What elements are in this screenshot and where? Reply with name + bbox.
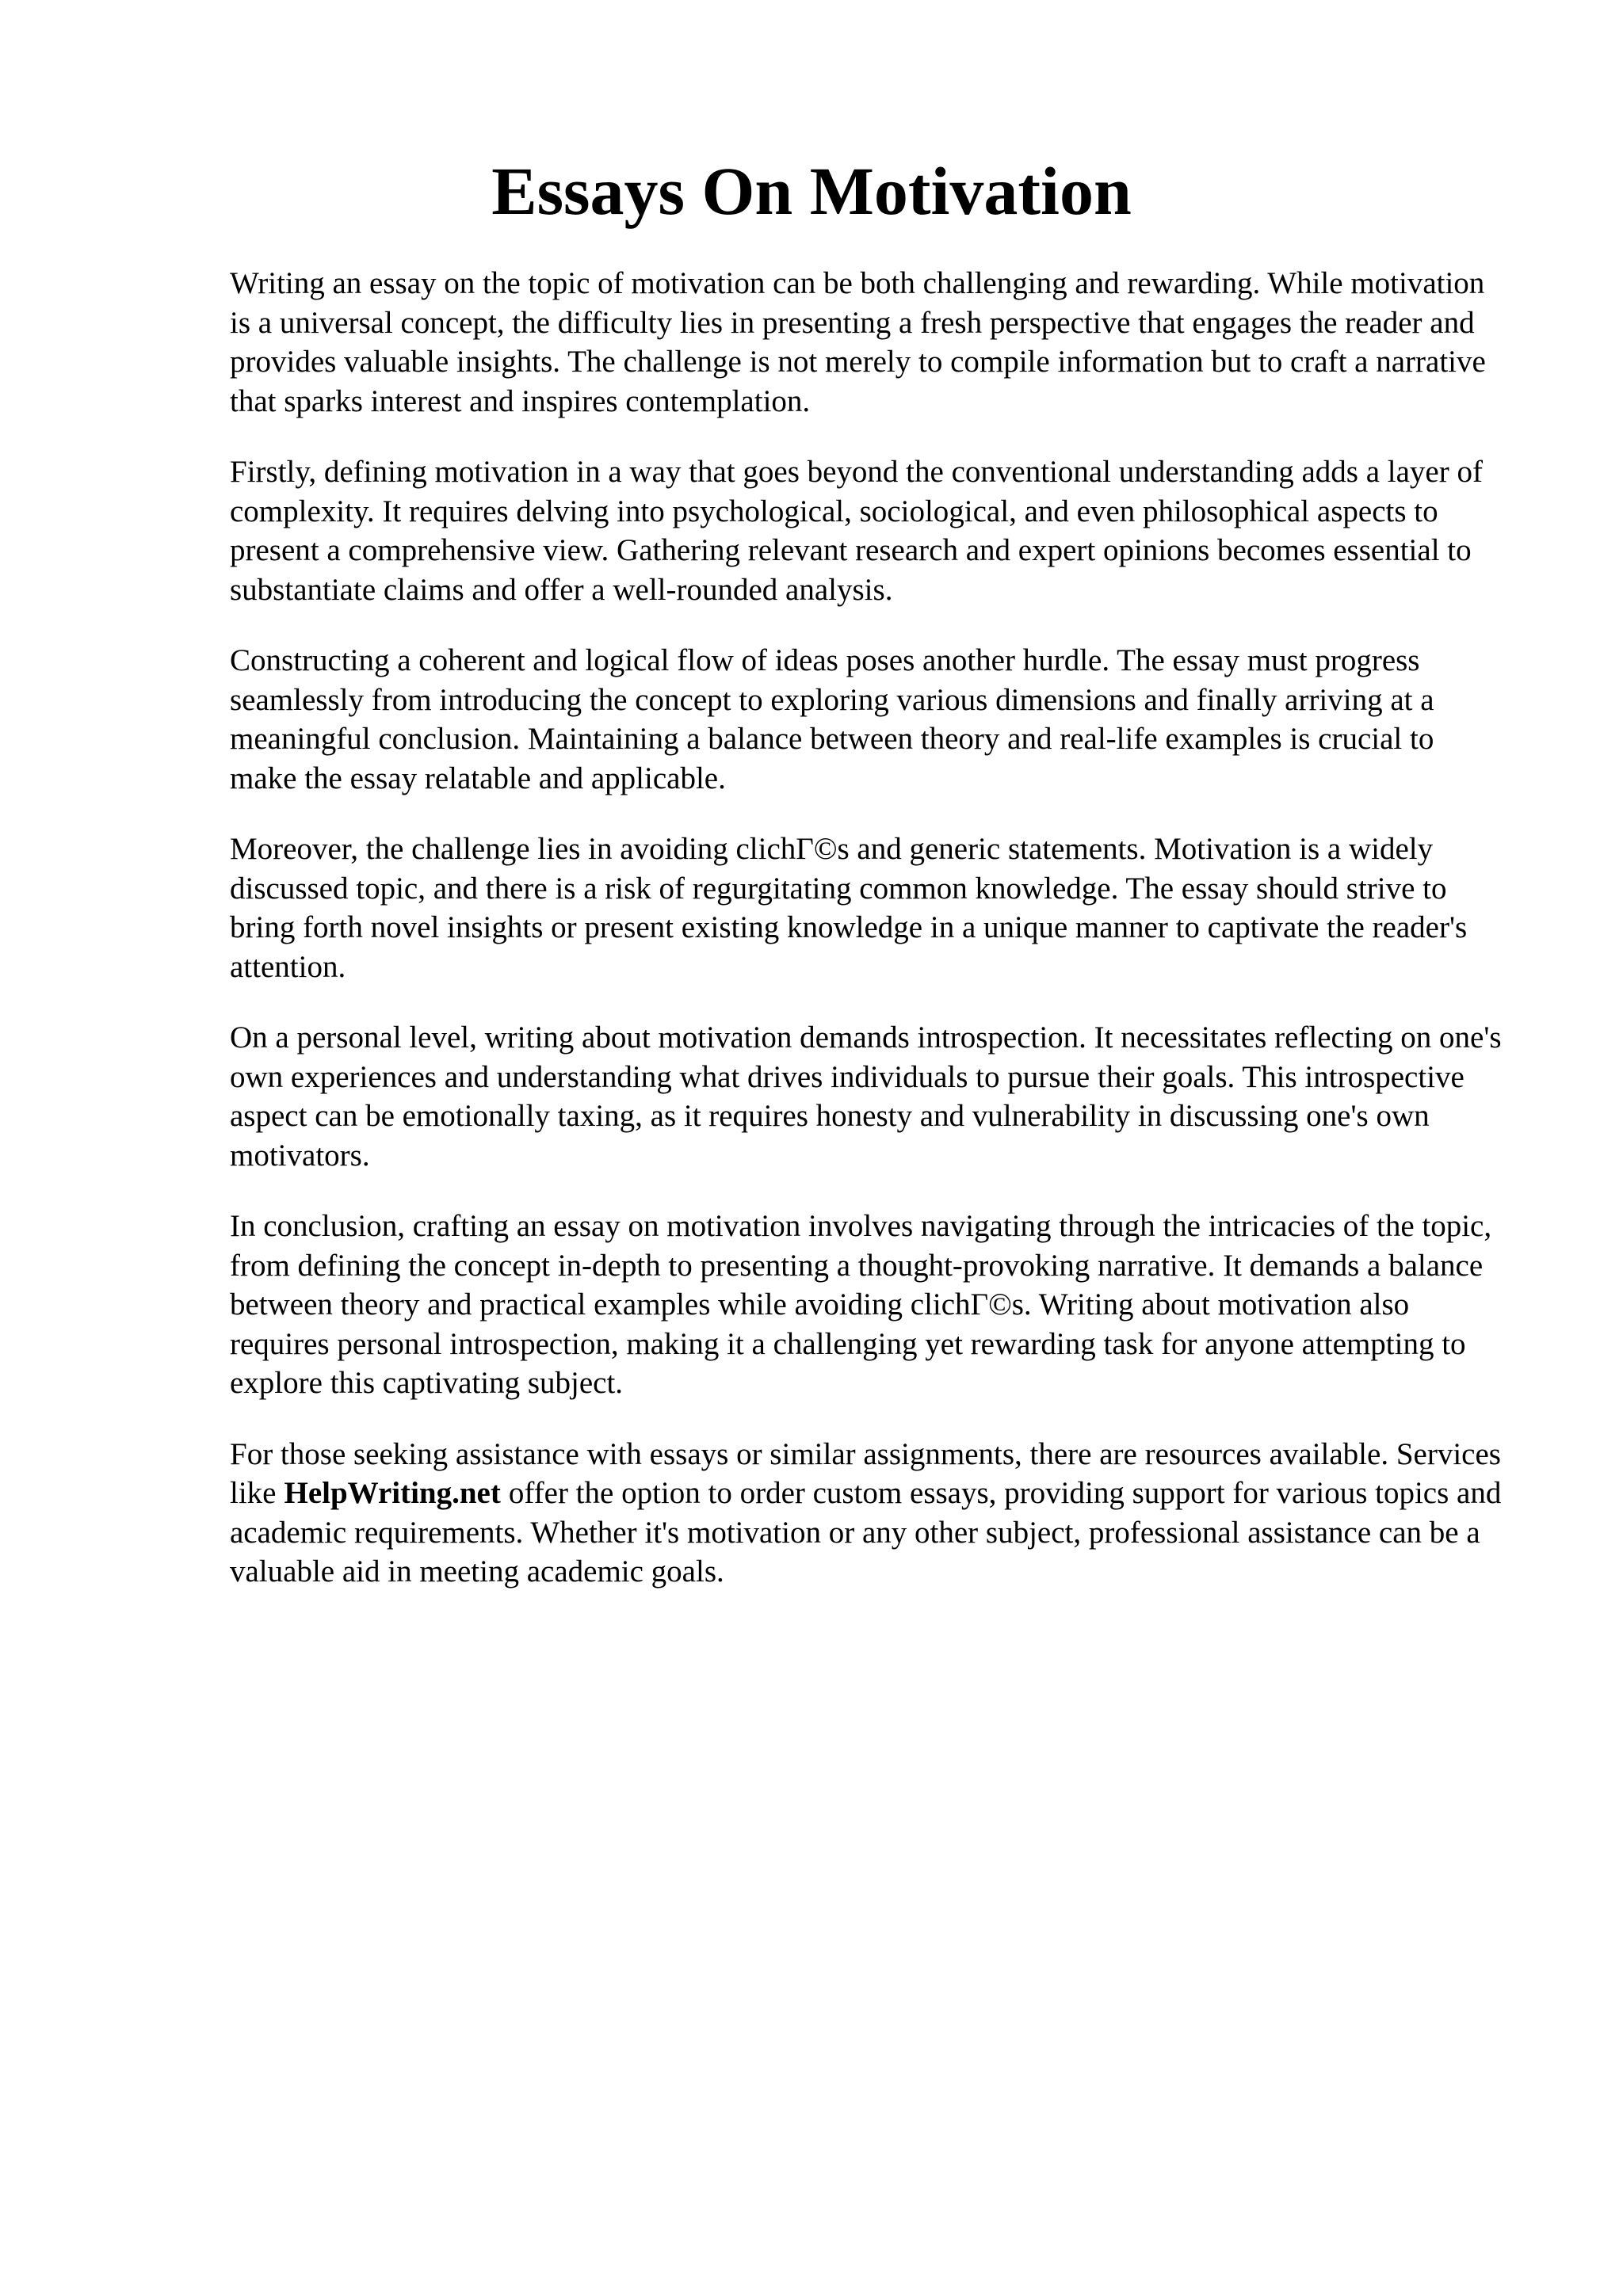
paragraph-4: Moreover, the challenge lies in avoiding clichΓ©s and generic statements. Motivation is a widely discussed topic, and there is a risk of regurgitating common knowledge. The essay should strive to bring forth novel insights or present existing knowledge in a unique manner to captivate the reader's attention. bbox=[230, 832, 1468, 984]
document-body bbox=[230, 264, 1506, 1623]
paragraph-6: In conclusion, crafting an essay on motivation involves navigating through the intricacies of the topic, from defining the concept in-depth to presenting a thought-provoking narrative. It demands a balance between theory and practical examples while avoiding clichΓ©s. Writing about motivation also requires personal introspection, making it a challenging yet rewarding task for anyone attempting to explore this captivating subject. bbox=[230, 1209, 1492, 1400]
paragraph-7-before: For those seeking assistance with essays or similar assignments, there are resources available. Services like bbox=[230, 1436, 1501, 1510]
paragraph-7 bbox=[230, 1435, 1506, 1592]
paragraph-2: Firstly, defining motivation in a way that goes beyond the conventional understanding adds a layer of complexity. It requires delving into psychological, sociological, and even philosophical aspects to present a comprehensive view. Gathering relevant research and expert opinions becomes essential to substantiate claims and offer a well-rounded analysis. bbox=[230, 455, 1483, 607]
paragraph-1: Writing an essay on the topic of motivation can be both challenging and rewarding. While motivation is a universal concept, the difficulty lies in presenting a fresh perspective that engages the reader and provides valuable insights. The challenge is not merely to compile information but to craft a narrative that sparks interest and inspires contemplation. bbox=[230, 266, 1486, 418]
helpwriting-link[interactable]: HelpWriting.net bbox=[284, 1476, 501, 1510]
paragraph-5: On a personal level, writing about motivation demands introspection. It necessitates reflecting on one's own experiences and understanding what drives individuals to pursue their goals. This introspective aspect can be emotionally taxing, as it requires honesty and vulnerability in discussing one's own motivators. bbox=[230, 1020, 1502, 1173]
paragraph-7-after: offer the option to order custom essays, providing support for various topics and academic requirements. Whether it's motivation or any other subject, professional assistance can be a valuable aid in meeting academic goals. bbox=[230, 1476, 1502, 1589]
document-title: Essays On Motivation bbox=[491, 153, 1132, 229]
paragraph-3: Constructing a coherent and logical flow of ideas poses another hurdle. The essay must progress seamlessly from introducing the concept to exploring various dimensions and finally arriving at a meaningful conclusion. Maintaining a balance between theory and real-life examples is crucial to make the essay relatable and applicable. bbox=[230, 643, 1434, 795]
